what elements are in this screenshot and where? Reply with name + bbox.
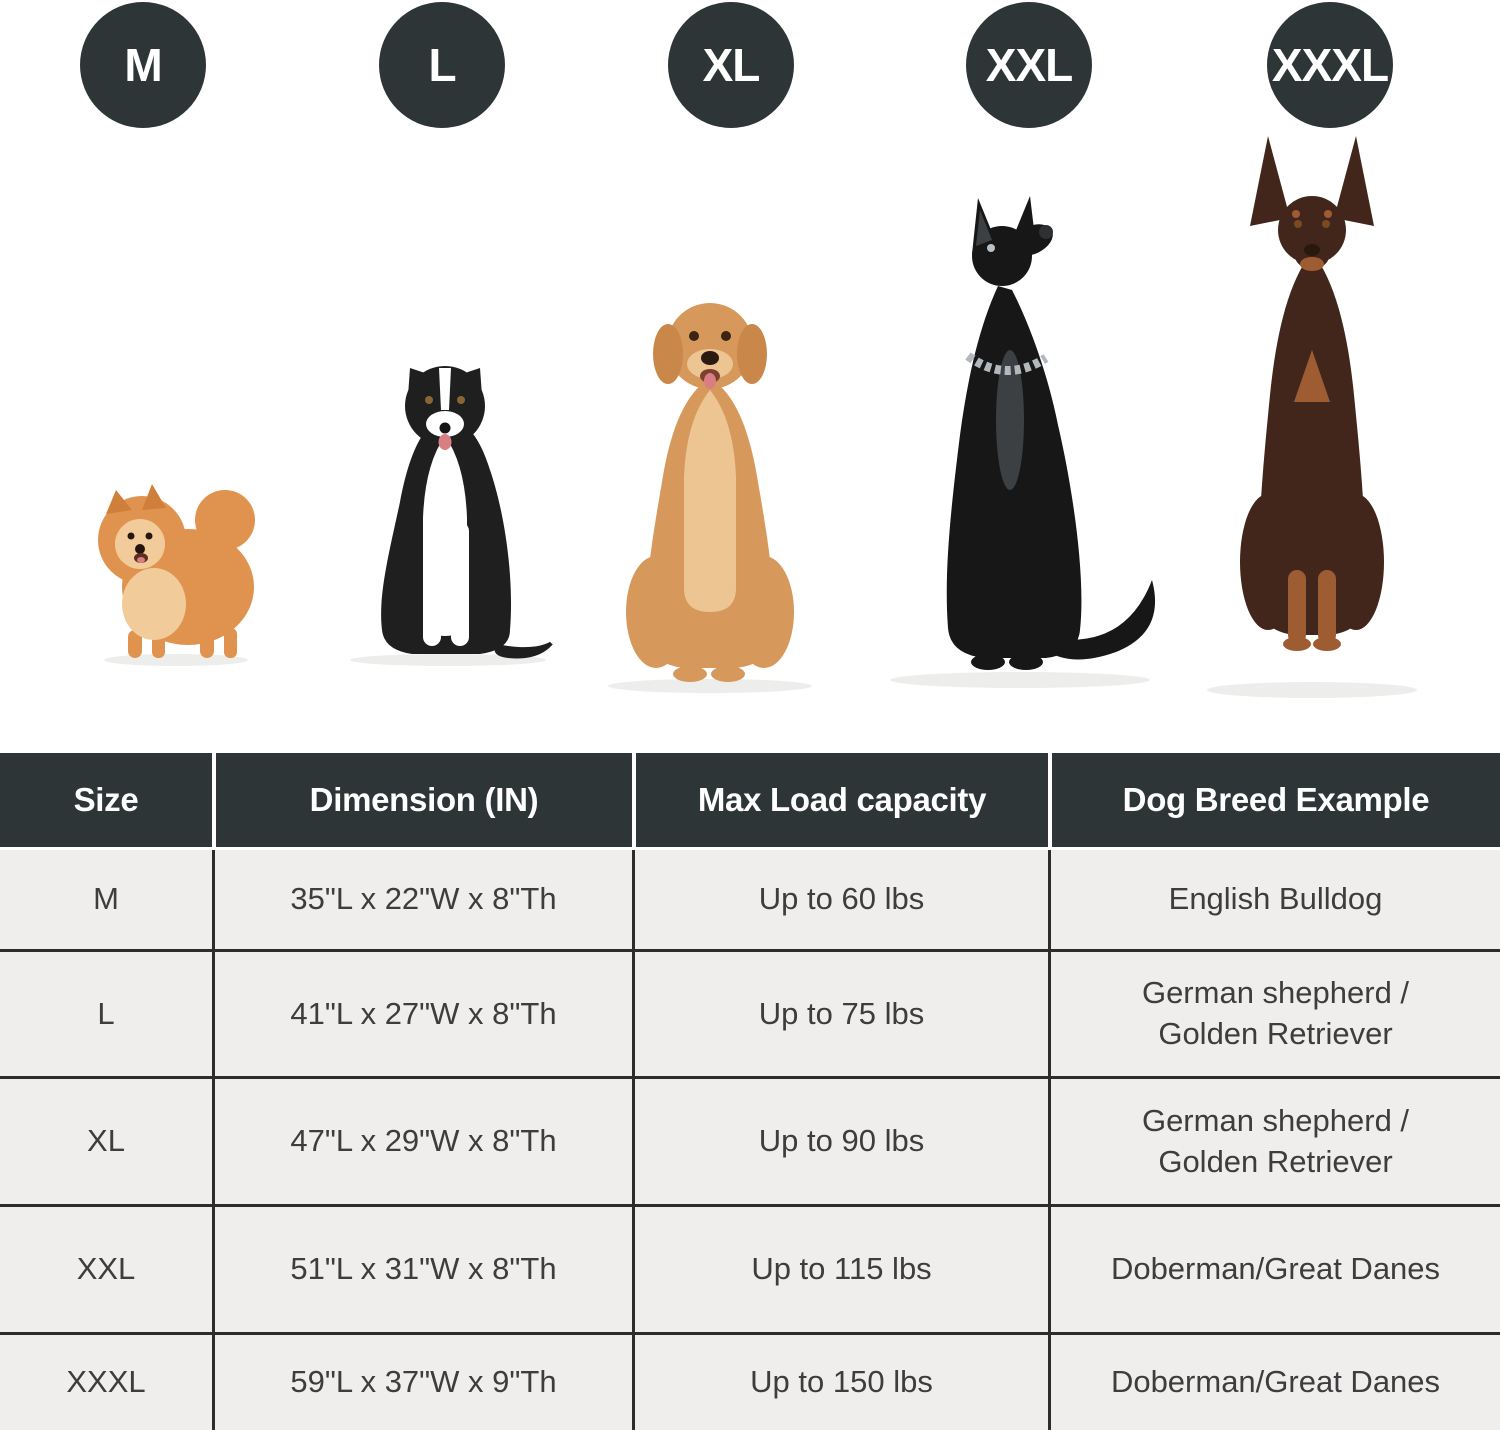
breed-line: German shepherd /	[1141, 1102, 1410, 1138]
size-badge-m	[80, 2, 206, 128]
breed-line: English Bulldog	[1168, 881, 1383, 917]
dog-shadow	[890, 672, 1150, 688]
dog-border-collie-image	[328, 352, 563, 667]
cell-dimension: 47"L x 29"W x 8"Th	[212, 1079, 632, 1204]
size-spec-table	[0, 753, 1500, 1430]
size-badge-label: M	[124, 39, 162, 91]
table-body	[0, 850, 1500, 1430]
table-row-xxxl	[0, 1332, 1500, 1430]
dog-great-dane-image	[860, 190, 1180, 690]
size-badge-xxl	[966, 2, 1092, 128]
header-breed: Dog Breed Example	[1048, 753, 1500, 847]
cell-size: M	[93, 881, 119, 917]
cell-capacity: Up to 90 lbs	[632, 1079, 1048, 1204]
dog-golden-retriever-image	[582, 282, 837, 694]
size-badge-label: L	[428, 39, 456, 91]
cell-capacity: Up to 60 lbs	[632, 850, 1048, 949]
great-dane-body	[947, 196, 1155, 670]
dog-doberman-image	[1192, 130, 1432, 700]
pomeranian-body	[98, 490, 255, 658]
cell-size: XL	[87, 1123, 125, 1159]
cell-capacity: Up to 150 lbs	[632, 1335, 1048, 1430]
cell-capacity: Up to 75 lbs	[632, 952, 1048, 1076]
size-badge-xxxl	[1267, 2, 1393, 128]
breed-line: Golden Retriever	[1158, 1016, 1393, 1051]
cell-dimension: 35"L x 22"W x 8"Th	[212, 850, 632, 949]
cell-breed	[1048, 952, 1500, 1076]
header-dimension: Dimension (IN)	[212, 753, 632, 847]
breed-line: Doberman/Great Danes	[1110, 1251, 1441, 1287]
table-header-row	[0, 753, 1500, 847]
border-collie-body	[381, 366, 560, 658]
size-badge-label: XL	[702, 39, 760, 91]
cell-size: XXXL	[66, 1364, 146, 1400]
size-badge-xl	[668, 2, 794, 128]
size-badge-l	[379, 2, 505, 128]
cell-size: L	[97, 995, 115, 1031]
table-row-l	[0, 949, 1500, 1076]
size-badge-label: XXXL	[1271, 39, 1389, 91]
cell-breed	[1048, 850, 1500, 949]
cell-dimension: 59"L x 37"W x 9"Th	[212, 1335, 632, 1430]
dog-pomeranian-image	[88, 462, 263, 667]
breed-line: German shepherd /	[1141, 975, 1410, 1011]
table-row-m	[0, 850, 1500, 949]
dog-shadow	[1207, 682, 1417, 698]
header-size: Size	[73, 781, 139, 818]
dog-shadow	[608, 679, 812, 693]
header-capacity: Max Load capacity	[632, 753, 1048, 847]
table-row-xl	[0, 1076, 1500, 1204]
table-row-xxl	[0, 1204, 1500, 1332]
cell-capacity: Up to 115 lbs	[632, 1207, 1048, 1332]
breed-line: Golden Retriever	[1158, 1143, 1393, 1179]
cell-breed	[1048, 1335, 1500, 1430]
breed-line: Doberman/Great Danes	[1110, 1364, 1441, 1400]
cell-dimension: 41"L x 27"W x 8"Th	[212, 952, 632, 1076]
cell-size: XXL	[76, 1251, 136, 1287]
cell-dimension: 51"L x 31"W x 8"Th	[212, 1207, 632, 1332]
size-badge-label: XXL	[985, 39, 1073, 91]
cell-breed	[1048, 1079, 1500, 1204]
cell-breed	[1048, 1207, 1500, 1332]
